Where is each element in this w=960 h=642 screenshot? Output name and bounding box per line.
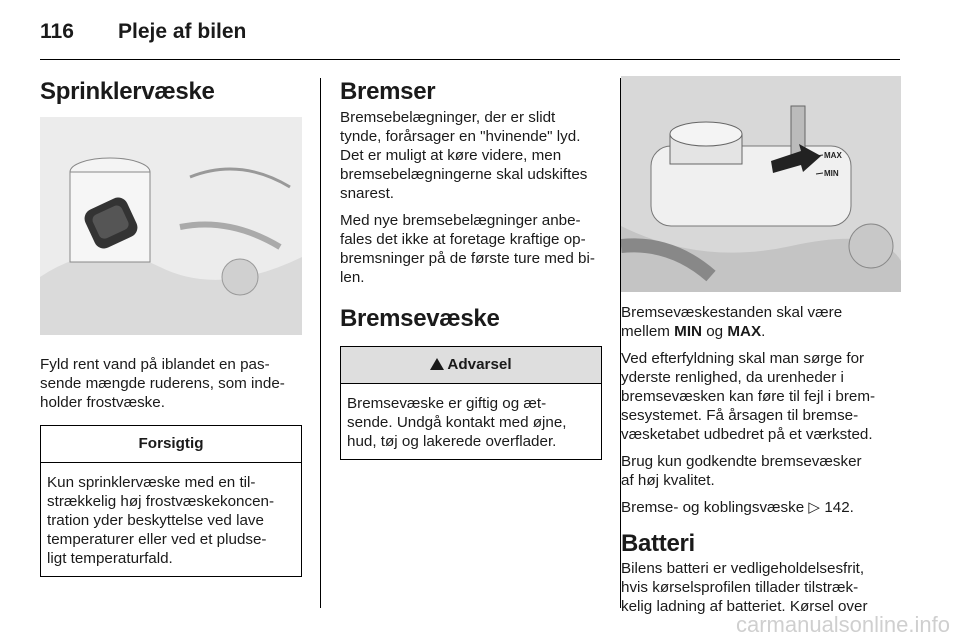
max-word: MAX — [727, 323, 762, 340]
page-reference-arrow-icon: ▷ — [808, 499, 821, 516]
warning-header — [341, 347, 601, 384]
washer-fluid-paragraph — [40, 355, 302, 412]
refill-paragraph: Ved efterfyldning skal man sørge for yderste renlighed, da urenheder i bremsevæsken kan føre til fejl i brem- sesystemet. Få årsagen til bremse- væsketabet udbedret på et værksted. — [621, 350, 876, 443]
brakes-paragraph-1: Bremsebelægninger, der er slidt tynde, forårsager en "hvinende" lyd. Det er muligt at køre videre, men bremsebelægningerne skal udskiftes snarest. — [340, 109, 588, 202]
approved-fluid-paragraph: Brug kun godkendte bremsevæsker af høj kvalitet. — [621, 453, 862, 489]
washer-line: Fyld rent vand på iblandet en pas- sende mængde ruderens, som inde- holder frostvæske. — [40, 356, 285, 411]
warning-text: Bremsevæske er giftig og æt- sende. Undgå kontakt med øjne, hud, tøj og lakerede overflader. — [347, 395, 567, 450]
battery-paragraph: Bilens batteri er vedligeholdelsesfrit, hvis kørselsprofilen tillader tilstræk- kelig ladning af batteriet. Kørsel over — [621, 560, 868, 615]
brakes-paragraph-2: Med nye bremsebelægninger anbe- fales det ikke at foretage kraftige op- bremsninger på de første ture med bi- len. — [340, 212, 595, 286]
warning-title: Advarsel — [447, 356, 512, 373]
page-reference-link[interactable]: 142. — [824, 499, 854, 516]
warning-box — [340, 346, 602, 460]
chapter-title: Pleje af bilen — [118, 20, 247, 43]
washer-reservoir-illustration — [40, 117, 302, 335]
page-number: 116 — [40, 20, 74, 43]
heading-washer-fluid: Sprinklervæske — [40, 78, 215, 105]
column-brakes — [340, 70, 602, 460]
min-word: MIN — [674, 323, 703, 340]
heading-brakes: Bremser — [340, 78, 436, 105]
header-rule — [40, 59, 900, 60]
column-brake-fluid-level — [621, 70, 901, 624]
warning-triangle-icon — [430, 358, 444, 370]
max-label: MAX — [824, 151, 842, 160]
brake-clutch-fluid-reference: Bremse- og koblingsvæske ▷ 142. — [621, 499, 854, 516]
watermark: carmanualsonline.info — [735, 612, 950, 637]
column-washer-fluid — [40, 70, 302, 577]
caution-box — [40, 425, 302, 577]
brake-fluid-reservoir-illustration — [621, 76, 901, 292]
brake-fluid-level-paragraph: Bremsevæskestanden skal være mellem MIN og MAX. — [621, 304, 843, 340]
column-divider-1 — [320, 78, 321, 608]
caution-text: Kun sprinklervæske med en til- strækkelig høj frostvæskekoncen- tration yder beskyttelse ved lave temperaturer eller ved et pludse- ligt temperaturfald. — [47, 474, 275, 567]
caution-title: Forsigtig — [41, 426, 301, 463]
heading-battery: Batteri — [621, 530, 695, 557]
heading-brake-fluid: Bremsevæske — [340, 305, 500, 332]
min-label: MIN — [824, 169, 839, 178]
